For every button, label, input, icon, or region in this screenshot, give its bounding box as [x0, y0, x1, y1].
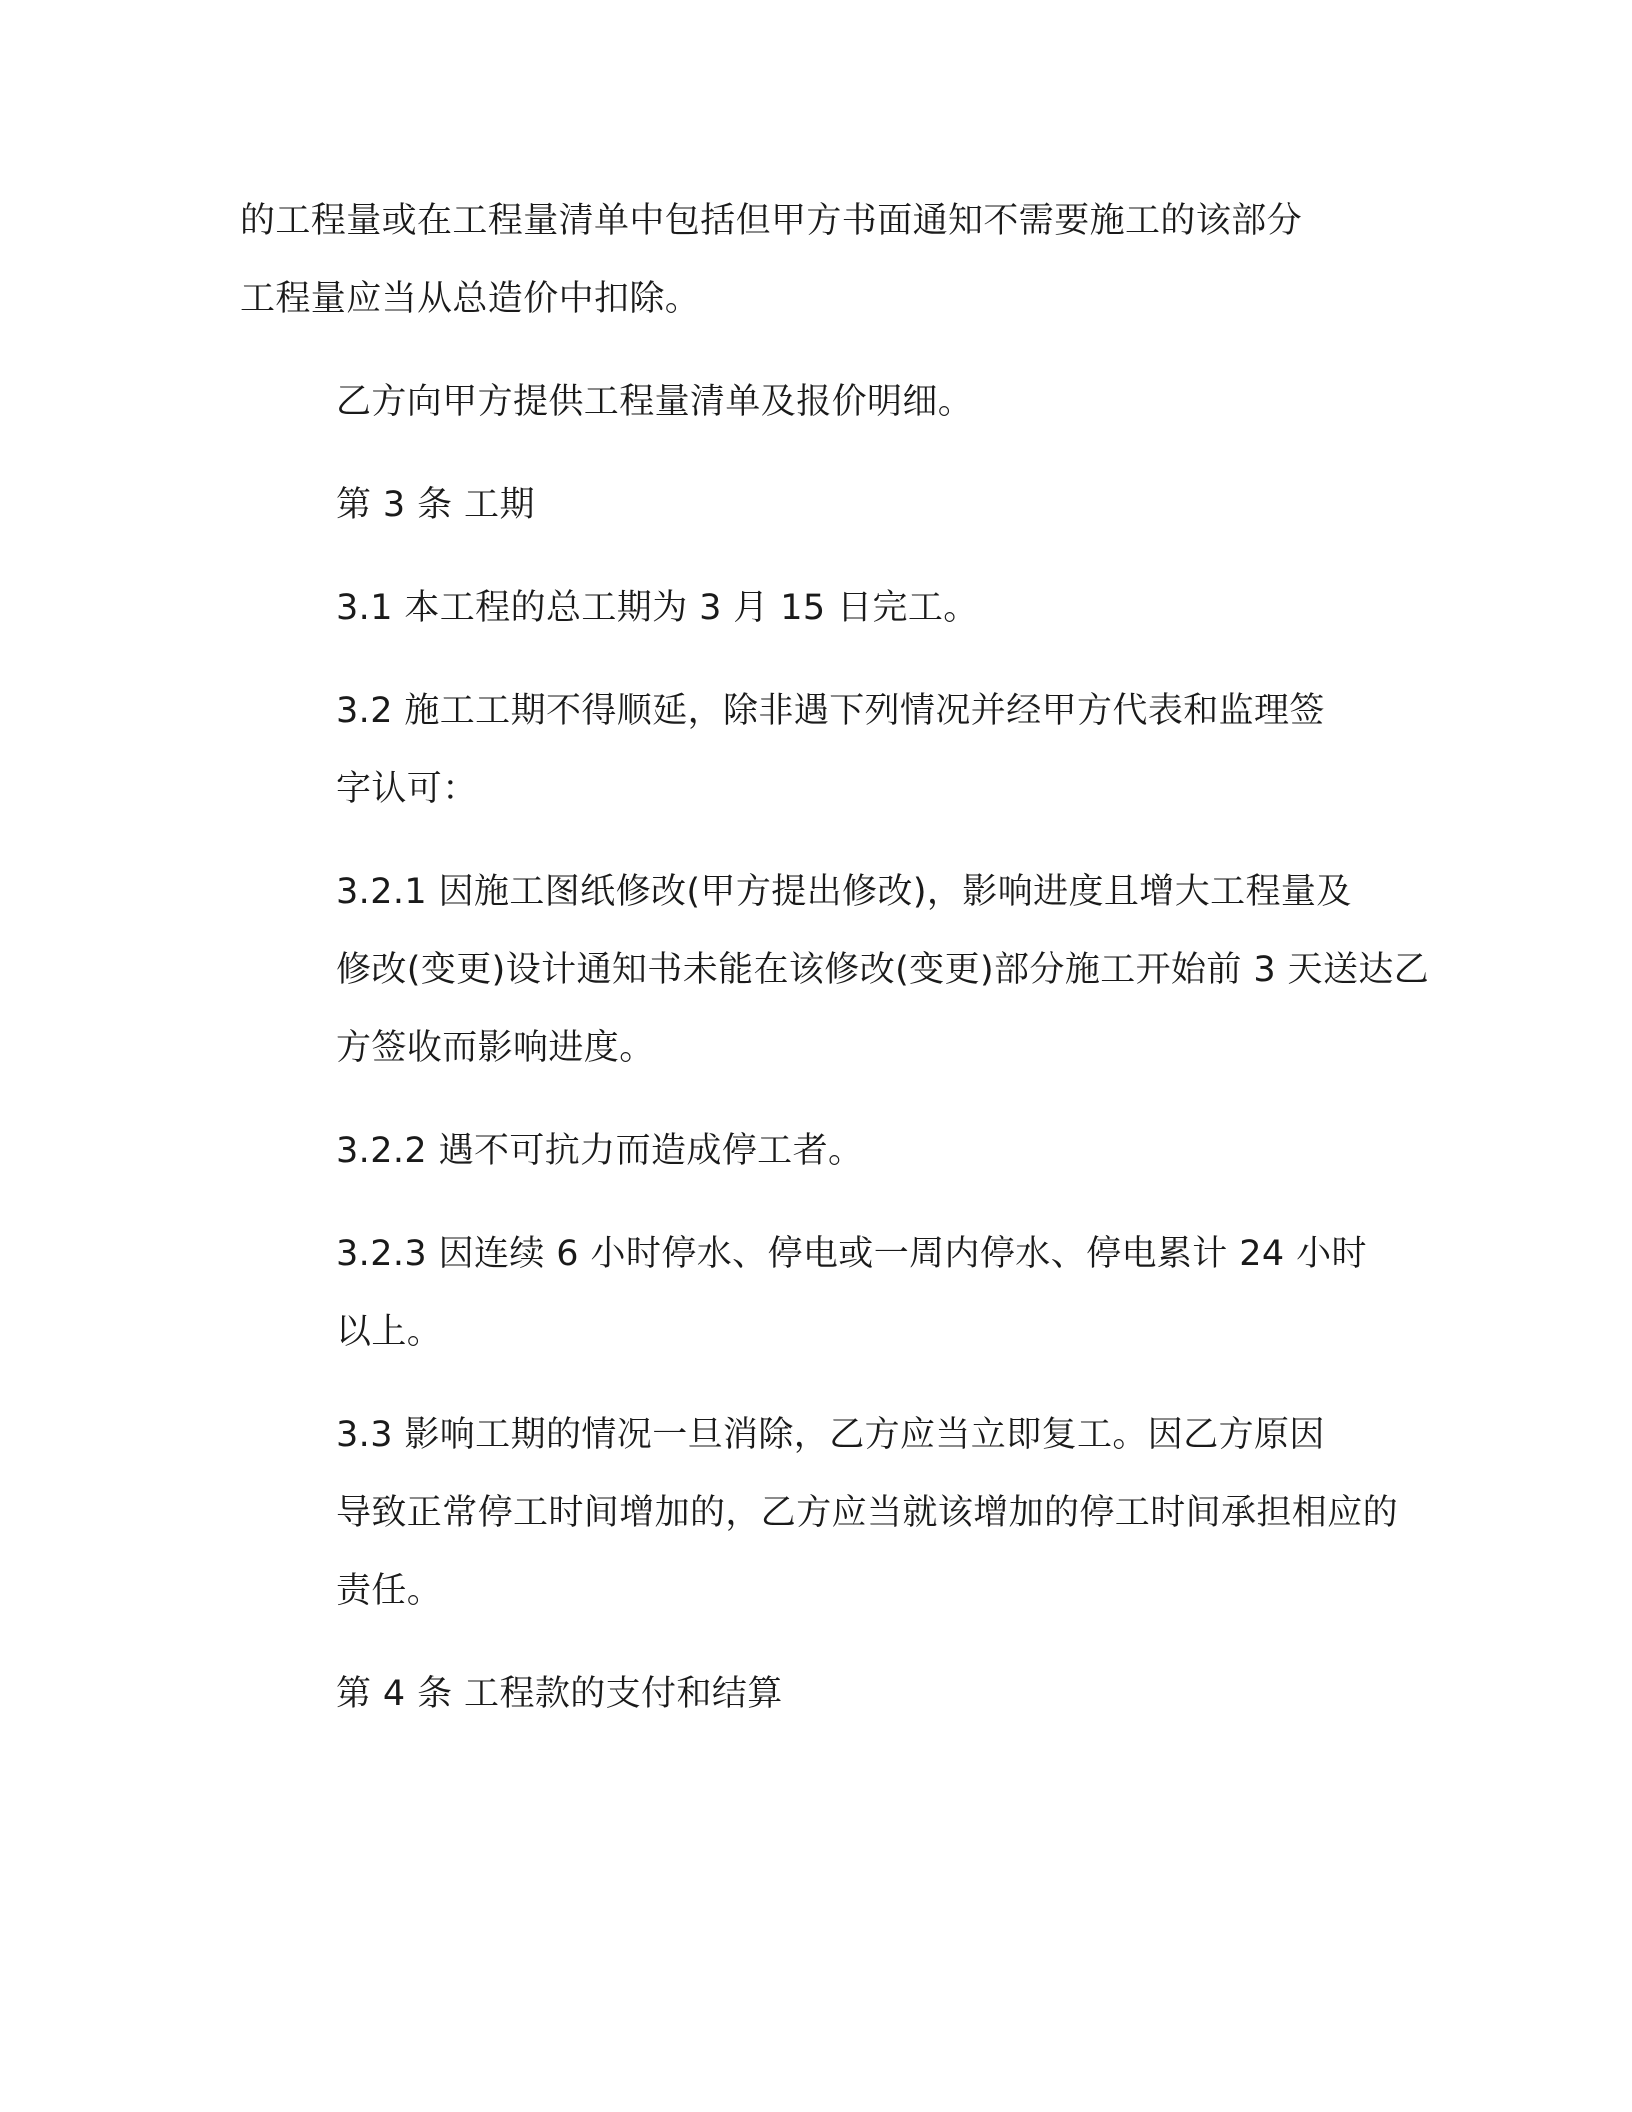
text-line: 3.2 施工工期不得顺延，除非遇下列情况并经甲方代表和监理签 — [336, 691, 1325, 731]
section-heading-article-4 — [240, 1655, 1390, 1733]
text-line: 责任。 — [336, 1571, 443, 1611]
paragraph-quote-detail — [240, 363, 1390, 441]
text-line: 3.2.1 因施工图纸修改(甲方提出修改)，影响进度且增大工程量及 — [336, 872, 1352, 912]
text-line: 3.2.3 因连续 6 小时停水、停电或一周内停水、停电累计 24 小时 — [336, 1234, 1367, 1274]
text-line: 以上。 — [336, 1312, 443, 1352]
text-line: 3.3 影响工期的情况一旦消除，乙方应当立即复工。因乙方原因 — [336, 1415, 1325, 1455]
clause-3-2-3 — [240, 1215, 1390, 1371]
text-line: 乙方向甲方提供工程量清单及报价明细。 — [336, 382, 974, 422]
clause-3-2-1 — [240, 853, 1430, 1087]
text-line: 第 3 条 工期 — [336, 485, 535, 525]
text-line: 3.1 本工程的总工期为 3 月 15 日完工。 — [336, 588, 979, 628]
text-line: 字认可： — [336, 769, 478, 809]
text-line: 修改(变更)设计通知书未能在该修改(变更)部分施工开始前 3 天送达乙 — [336, 950, 1430, 990]
text-line: 工程量应当从总造价中扣除。 — [240, 279, 701, 319]
clause-3-2-2 — [240, 1112, 1390, 1190]
text-line: 3.2.2 遇不可抗力而造成停工者。 — [336, 1131, 864, 1171]
clause-3-3 — [240, 1396, 1399, 1630]
clause-3-2 — [240, 672, 1390, 828]
text-line: 方签收而影响进度。 — [336, 1028, 655, 1068]
document-page — [240, 182, 1430, 1758]
text-line: 导致正常停工时间增加的，乙方应当就该增加的停工时间承担相应的 — [336, 1493, 1399, 1533]
text-line: 的工程量或在工程量清单中包括但甲方书面通知不需要施工的该部分 — [240, 201, 1303, 241]
clause-3-1 — [240, 569, 1390, 647]
section-heading-article-3 — [240, 466, 1390, 544]
text-line: 第 4 条 工程款的支付和结算 — [336, 1674, 783, 1714]
paragraph-deduction-clause — [240, 182, 1390, 338]
